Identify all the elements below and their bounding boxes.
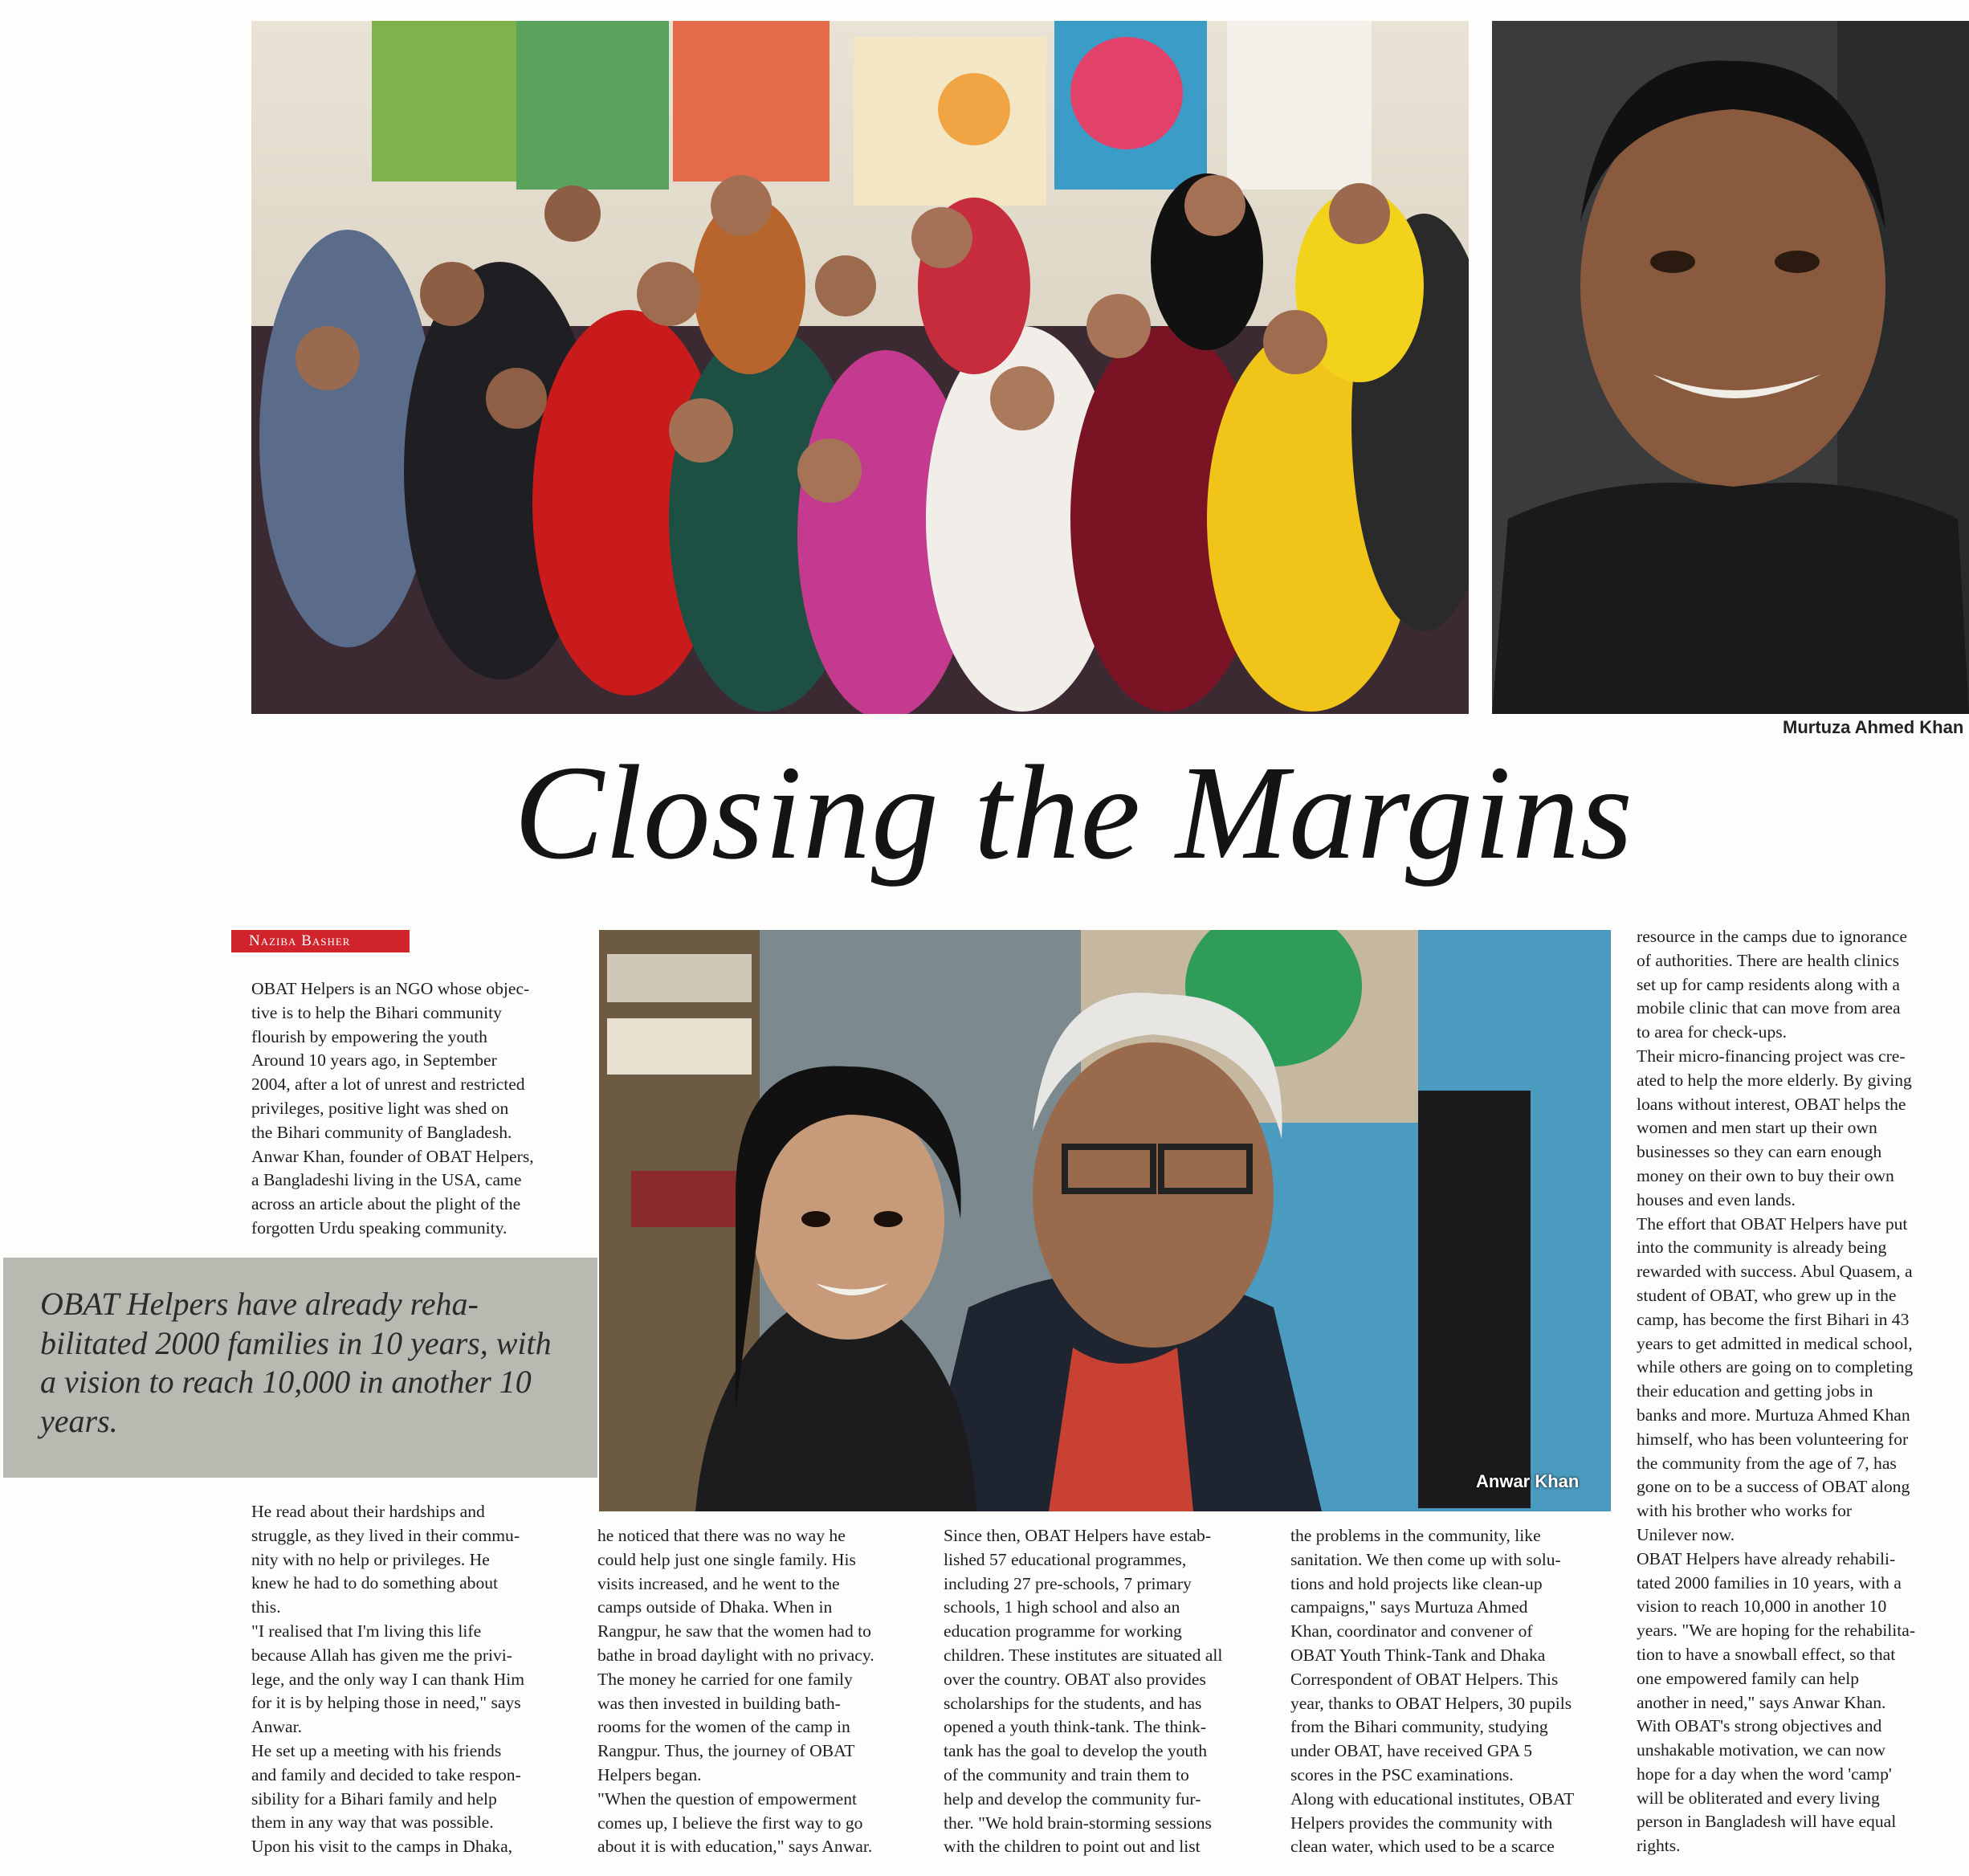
text-line: them in any way that was possible.	[251, 1813, 494, 1833]
text-line: "When the question of empowerment	[597, 1788, 858, 1809]
text-line: vision to reach 10,000 in another 10	[1637, 1597, 1887, 1617]
text-line: The money he carried for one family	[597, 1669, 853, 1689]
text-line: nity with no help or privileges. He	[251, 1549, 490, 1569]
text-line: the problems in the community, like	[1290, 1526, 1541, 1545]
text-line: children. These institutes are situated all	[944, 1645, 1223, 1665]
text-line: because Allah has given me the privi-	[251, 1645, 513, 1665]
intro-column	[251, 977, 581, 1241]
text-line: was then invested in building bath-	[597, 1693, 841, 1713]
text-line: ther. "We hold brain-storming sessions	[944, 1813, 1212, 1833]
text-line: tions and hold projects like clean-up	[1290, 1573, 1543, 1593]
text-line: struggle, as they lived in their commu-	[251, 1525, 520, 1545]
text-line: unshakable motivation, we can now	[1637, 1740, 1886, 1760]
text-line: himself, who has been volunteering for	[1637, 1429, 1909, 1449]
text-line: forgotten Urdu speaking community.	[251, 1217, 508, 1238]
text-line: visits increased, and he went to the	[597, 1573, 840, 1593]
text-line: the community from the age of 7, has	[1637, 1453, 1897, 1473]
text-line: money on their own to buy their own	[1637, 1165, 1894, 1185]
text-line: sanitation. We then come up with solu-	[1290, 1549, 1561, 1569]
text-line: education programme for working	[944, 1621, 1182, 1642]
text-line: could help just one single family. His	[597, 1549, 856, 1569]
text-line: hope for a day when the word 'camp'	[1637, 1764, 1892, 1784]
portrait-photo-credit: Murtuza Ahmed Khan	[1783, 717, 1964, 737]
text-line: of authorities. There are health clinics	[1637, 950, 1899, 970]
text-line: With OBAT's strong objectives and	[1637, 1716, 1882, 1736]
text-line: Unilever now.	[1637, 1524, 1735, 1544]
text-line: ated to help the more elderly. By giving	[1637, 1070, 1912, 1090]
text-line: about it is with education," says Anwar.	[597, 1837, 873, 1857]
text-line: lished 57 educational programmes,	[944, 1549, 1187, 1569]
text-line: and family and decided to take respon-	[251, 1764, 521, 1784]
text-line: Their micro-financing project was cre-	[1637, 1046, 1906, 1066]
text-line: year, thanks to OBAT Helpers, 30 pupils	[1290, 1693, 1572, 1713]
text-line: years to get admitted in medical school,	[1637, 1333, 1913, 1353]
byline: Naziba Basher	[231, 930, 410, 952]
text-line: under OBAT, have received GPA 5	[1290, 1741, 1533, 1761]
text-line: with the children to point out and list	[944, 1837, 1201, 1857]
text-line: this.	[251, 1597, 281, 1617]
classroom-group-photo	[251, 21, 1469, 714]
text-line: Rangpur, he saw that the women had to	[597, 1621, 871, 1642]
text-line: opened a youth think-tank. The think-	[944, 1717, 1207, 1737]
text-line: houses and even lands.	[1637, 1189, 1796, 1209]
text-line: sibility for a Bihari family and help	[251, 1788, 497, 1809]
text-line: Around 10 years ago, in September	[251, 1050, 497, 1071]
text-line: scholarships for the students, and has	[944, 1693, 1202, 1713]
body-column-3	[944, 1524, 1281, 1859]
text-line: he noticed that there was no way he	[597, 1526, 846, 1545]
text-line: a Bangladeshi living in the USA, came	[251, 1170, 522, 1190]
text-line: privileges, positive light was shed on	[251, 1098, 509, 1118]
text-line: He read about their hardships and	[251, 1502, 485, 1521]
text-line: OBAT Helpers is an NGO whose objec-	[251, 979, 530, 998]
text-line: for it is by helping those in need," says	[251, 1693, 521, 1713]
text-line: of the community and train them to	[944, 1764, 1189, 1784]
text-line: Along with educational institutes, OBAT	[1290, 1788, 1575, 1809]
text-line: while others are going on to completing	[1637, 1357, 1914, 1377]
text-line: gone on to be a success of OBAT along	[1637, 1477, 1910, 1497]
text-line: mobile clinic that can move from area	[1637, 998, 1901, 1018]
text-line: "I realised that I'm living this life	[251, 1621, 482, 1641]
text-line: help and develop the community fur-	[944, 1788, 1201, 1809]
portrait-photo	[1492, 21, 1969, 714]
text-line: rooms for the women of the camp in	[597, 1717, 850, 1737]
text-line: clean water, which used to be a scarce	[1290, 1837, 1555, 1857]
text-line: from the Bihari community, studying	[1290, 1717, 1548, 1737]
text-line: camps outside of Dhaka. When in	[597, 1597, 833, 1617]
text-line: tive is to help the Bihari community	[251, 1002, 502, 1022]
text-line: Helpers provides the community with	[1290, 1813, 1553, 1833]
text-line: OBAT Youth Think-Tank and Dhaka	[1290, 1645, 1546, 1665]
text-line: camp, has become the first Bihari in 43	[1637, 1309, 1910, 1329]
text-line: rights.	[1637, 1836, 1681, 1856]
text-line: Anwar Khan, founder of OBAT Helpers,	[251, 1146, 534, 1166]
text-line: businesses so they can earn enough	[1637, 1142, 1882, 1162]
founder-with-child-photo	[599, 930, 1611, 1511]
text-line: set up for camp residents along with a	[1637, 974, 1901, 994]
text-line: Since then, OBAT Helpers have estab-	[944, 1526, 1212, 1545]
text-line: comes up, I believe the first way to go	[597, 1813, 863, 1833]
text-line: tion to have a snowball effect, so that	[1637, 1644, 1896, 1664]
text-line: scores in the PSC examinations.	[1290, 1764, 1514, 1784]
text-line: including 27 pre-schools, 7 primary	[944, 1573, 1192, 1593]
text-line: loans without interest, OBAT helps the	[1637, 1094, 1906, 1114]
text-line: with his brother who works for	[1637, 1501, 1853, 1521]
text-line: women and men start up their own	[1637, 1118, 1877, 1138]
text-line: knew he had to do something about	[251, 1573, 499, 1593]
pull-quote-box	[3, 1258, 597, 1478]
founder-photo-credit: Anwar Khan	[1476, 1471, 1580, 1491]
text-line: Rangpur. Thus, the journey of OBAT	[597, 1741, 855, 1761]
text-line: campaigns," says Murtuza Ahmed	[1290, 1597, 1528, 1617]
headline: Closing the Margins	[514, 738, 1634, 887]
text-line: another in need," says Anwar Khan.	[1637, 1692, 1886, 1712]
text-line: OBAT Helpers have already rehabili-	[1637, 1548, 1896, 1568]
text-line: resource in the camps due to ignorance	[1637, 927, 1907, 946]
text-line: will be obliterated and every living	[1637, 1788, 1880, 1808]
body-column-1	[251, 1500, 589, 1859]
body-column-5	[1637, 925, 1966, 1858]
text-line: across an article about the plight of the	[251, 1194, 521, 1214]
text-line: lege, and the only way I can thank Him	[251, 1669, 524, 1689]
text-line: into the community is already being	[1637, 1238, 1887, 1258]
text-line: rewarded with success. Abul Quasem, a	[1637, 1262, 1913, 1282]
text-line: He set up a meeting with his friends	[251, 1740, 502, 1760]
text-line: Upon his visit to the camps in Dhaka,	[251, 1837, 513, 1857]
text-line: Anwar.	[251, 1717, 302, 1737]
text-line: their education and getting jobs in	[1637, 1381, 1873, 1401]
text-line: Correspondent of OBAT Helpers. This	[1290, 1669, 1559, 1689]
text-line: tank has the goal to develop the youth	[944, 1741, 1208, 1761]
text-line: tated 2000 families in 10 years, with a	[1637, 1572, 1902, 1593]
text-line: 2004, after a lot of unrest and restricted	[251, 1075, 525, 1095]
text-line: The effort that OBAT Helpers have put	[1637, 1213, 1908, 1234]
pull-quote: OBAT Helpers have already reha-bilitated 2000 families in 10 years, with a vision to reach 10,000 in another 10 years.	[40, 1286, 552, 1439]
text-line: schools, 1 high school and also an	[944, 1597, 1180, 1617]
text-line: banks and more. Murtuza Ahmed Khan	[1637, 1405, 1910, 1425]
text-line: flourish by empowering the youth	[251, 1026, 487, 1046]
body-column-2	[597, 1524, 935, 1859]
text-line: to area for check-ups.	[1637, 1022, 1788, 1042]
text-line: bathe in broad daylight with no privacy.	[597, 1645, 874, 1665]
text-line: Khan, coordinator and convener of	[1290, 1621, 1533, 1642]
text-line: Helpers began.	[597, 1764, 702, 1784]
body-column-4	[1290, 1524, 1628, 1859]
text-line: student of OBAT, who grew up in the	[1637, 1285, 1897, 1305]
text-line: the Bihari community of Bangladesh.	[251, 1122, 512, 1142]
text-line: one empowered family can help	[1637, 1668, 1860, 1688]
text-line: over the country. OBAT also provides	[944, 1669, 1206, 1689]
text-line: person in Bangladesh will have equal	[1637, 1812, 1897, 1832]
text-line: years. "We are hoping for the rehabilita-	[1637, 1621, 1916, 1641]
